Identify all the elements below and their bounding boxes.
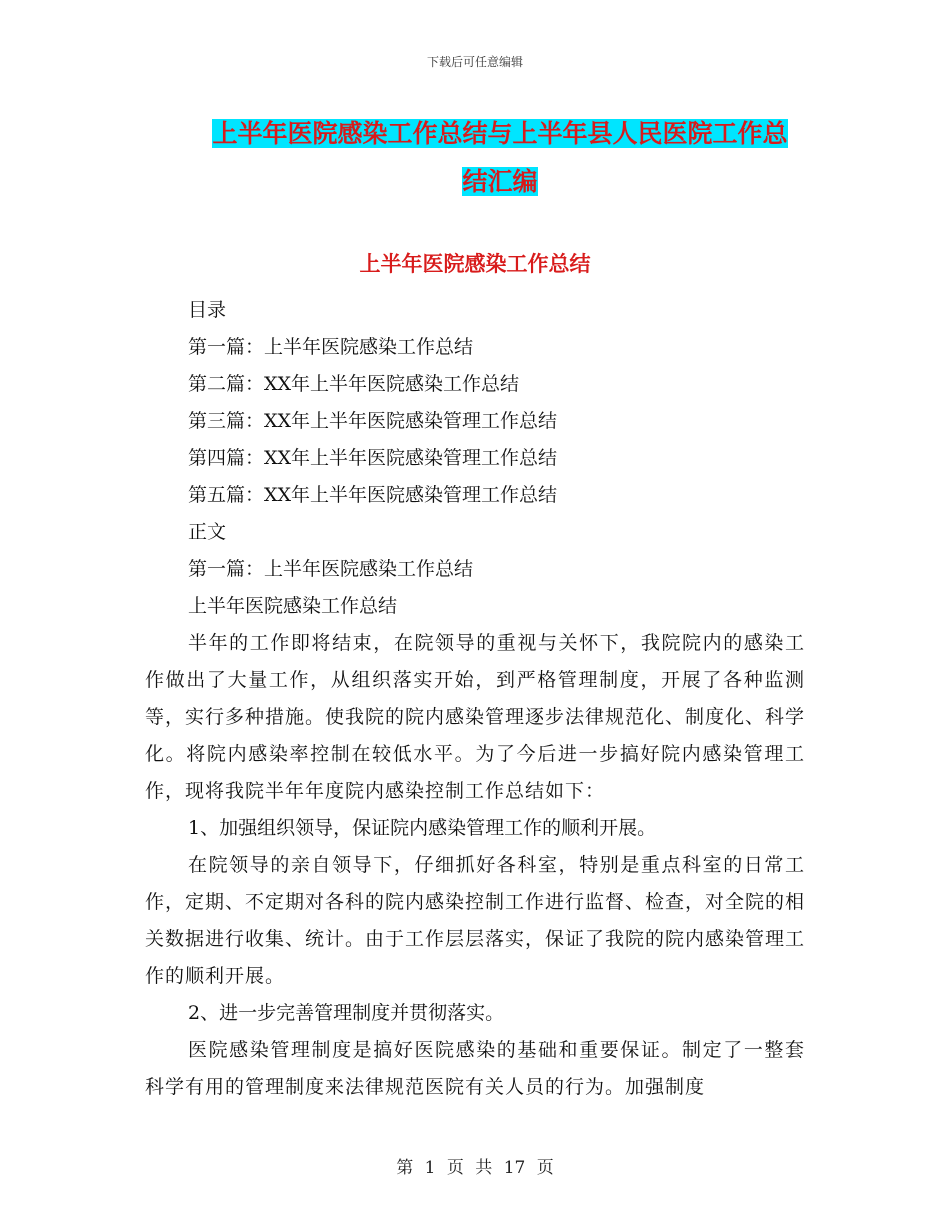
document-title-line2: 结汇编 (462, 167, 538, 196)
document-title (140, 110, 860, 206)
toc-item: 第一篇：上半年医院感染工作总结 (188, 336, 474, 358)
toc-heading: 目录 (188, 299, 227, 321)
page-footer: 第 1 页 共 17 页 (396, 1158, 554, 1178)
toc-item: 第四篇：XX年上半年医院感染管理工作总结 (188, 447, 558, 469)
toc-item: 第三篇：XX年上半年医院感染管理工作总结 (188, 410, 558, 432)
document-body (145, 292, 805, 1106)
paragraph: 医院感染管理制度是搞好医院感染的基础和重要保证。制定了一整套科学有用的管理制度来法律规范医院有关人员的行为。加强制度 (145, 1039, 805, 1098)
toc-item: 第五篇：XX年上半年医院感染管理工作总结 (188, 484, 558, 506)
body-heading: 正文 (188, 521, 227, 543)
section-heading: 2、进一步完善管理制度并贯彻落实。 (188, 1002, 505, 1024)
paragraph: 半年的工作即将结束，在院领导的重视与关怀下，我院院内的感染工作做出了大量工作，从组织落实开始，到严格管理制度，开展了各种监测等，实行多种措施。使我院的院内感染管理逐步法律规范化、制度化、科学化。将院内感染率控制在较低水平。为了今后进一步搞好院内感染管理工作，现将我院半年年度院内感染控制工作总结如下： (145, 632, 806, 802)
section-heading: 1、加强组织领导，保证院内感染管理工作的顺利开展。 (188, 817, 657, 839)
chapter-heading: 第一篇：上半年医院感染工作总结 (188, 558, 474, 580)
header-note: 下载后可任意编辑 (426, 55, 523, 69)
chapter-title: 上半年医院感染工作总结 (188, 595, 398, 617)
section-title: 上半年医院感染工作总结 (359, 252, 591, 276)
toc-item: 第二篇：XX年上半年医院感染工作总结 (188, 373, 520, 395)
document-title-line1: 上半年医院感染工作总结与上半年县人民医院工作总 (212, 119, 788, 148)
paragraph: 在院领导的亲自领导下，仔细抓好各科室，特别是重点科室的日常工作，定期、不定期对各科的院内感染控制工作进行监督、检查，对全院的相关数据进行收集、统计。由于工作层层落实，保证了我院的院内感染管理工作的顺利开展。 (145, 854, 806, 987)
